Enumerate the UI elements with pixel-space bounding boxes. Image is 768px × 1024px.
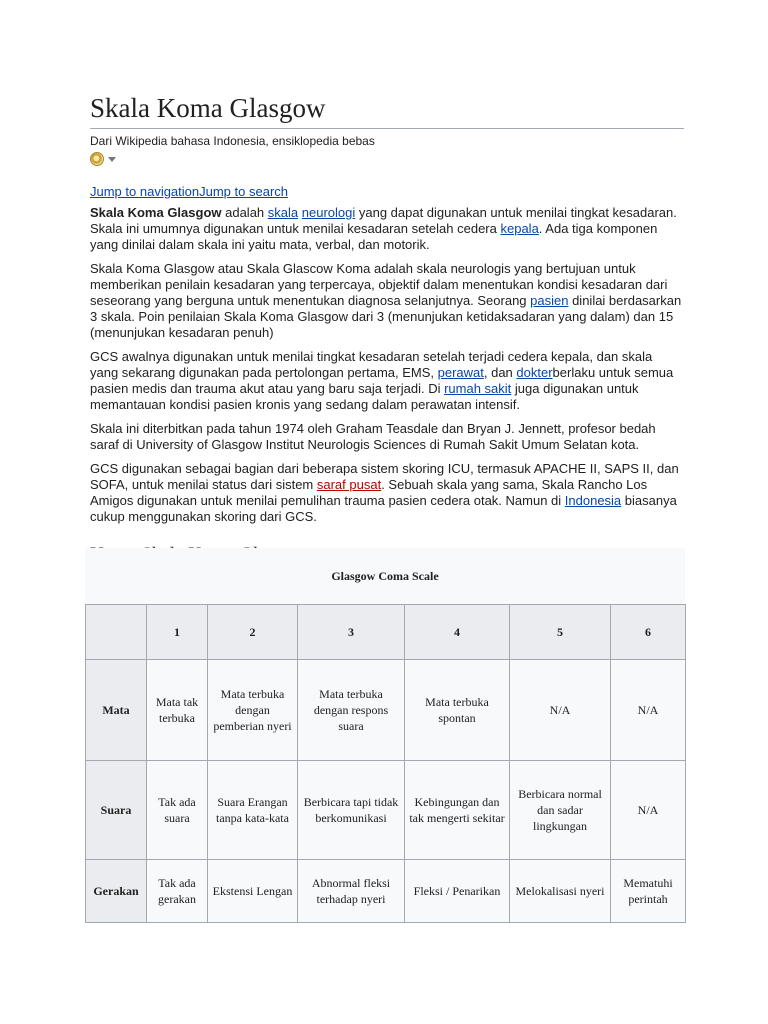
link-pasien[interactable]: pasien [530, 293, 569, 308]
table-cell: Melokalisasi nyeri [510, 860, 611, 923]
table-cell: Berbicara tapi tidak berkomunikasi [298, 761, 405, 860]
site-tagline: Dari Wikipedia bahasa Indonesia, ensiklopedia bebas [90, 134, 375, 148]
text: . Ada tiga komponen yang dinilai dalam skala ini yaitu mata, verbal, dan motorik. [90, 221, 658, 252]
score-header: 6 [611, 605, 686, 660]
table-header-row [86, 605, 686, 660]
text: GCS awalnya digunakan untuk menilai tingkat kesadaran setelah terjadi cedera kepala, dan skala yang sekarang digunakan pada pertolongan pertama, EMS, [90, 349, 653, 380]
paragraph-history [90, 421, 684, 453]
text: Skala Koma Glasgow atau Skala Glascow Koma adalah skala neurologis yang bertujuan untuk memberikan penilain kesadaran yang terpercaya, objektif dalam menentukan kondisi kesadaran dari seseorang yang berguna untuk menentukan diagnosa selanjutnya. Seorang [90, 261, 668, 308]
score-header: 5 [510, 605, 611, 660]
link-indonesia[interactable]: Indonesia [564, 493, 622, 508]
table-cell: Ekstensi Lengan [208, 860, 298, 923]
table-row [86, 860, 686, 923]
link-rumah-sakit[interactable]: rumah sakit [444, 381, 512, 396]
link-kepala[interactable]: kepala [500, 221, 539, 236]
table-cell: Berbicara normal dan sadar lingkungan [510, 761, 611, 860]
table-cell: Mematuhi perintah [611, 860, 686, 923]
paragraph-usage [90, 349, 684, 413]
table-row [86, 660, 686, 761]
jump-to-navigation-link[interactable]: Jump to navigation [90, 184, 200, 199]
score-header: 2 [208, 605, 298, 660]
text: biasanya cukup menggunakan skoring dari GCS. [90, 493, 677, 524]
text: dinilai berdasarkan 3 skala. Poin penilaian Skala Koma Glasgow dari 3 (menunjukan ketidaksadaran yang dalam) dan 15 (menunjukan kesadaran penuh) [90, 293, 682, 340]
table-cell: N/A [611, 761, 686, 860]
row-label: Suara [86, 761, 147, 860]
text: Skala ini diterbitkan pada tahun 1974 oleh Graham Teasdale dan Bryan J. Jennett, profesor bedah saraf di University of Glasgow Institut Neurologis Sciences di Rumah Sakit Umum Selatan kota. [90, 421, 656, 452]
row-label: Gerakan [86, 860, 147, 923]
text: yang dapat digunakan untuk menilai tingkat kesadaran. Skala ini umumnya digunakan untuk menilai kesadaran setelah cedera [90, 205, 677, 236]
page-title: Skala Koma Glasgow [90, 90, 684, 129]
term-bold: Skala Koma Glasgow [90, 205, 222, 220]
table-cell: Kebingungan dan tak mengerti sekitar [405, 761, 510, 860]
table-cell: Suara Erangan tanpa kata-kata [208, 761, 298, 860]
table-cell: N/A [510, 660, 611, 761]
text: . Sebuah skala yang sama, Skala Rancho Los Amigos digunakan untuk menilai pemulihan trauma pasien cedera otak. Namun di [90, 477, 648, 508]
score-header: 4 [405, 605, 510, 660]
language-selector[interactable] [90, 150, 684, 168]
table-cell: Fleksi / Penarikan [405, 860, 510, 923]
link-saraf-pusat[interactable]: saraf pusat [316, 477, 382, 492]
paragraph-intro [90, 205, 684, 253]
table-cell: N/A [611, 660, 686, 761]
link-dokter[interactable]: dokter [516, 365, 553, 380]
text: juga digunakan untuk memantauan kondisi pasien kronis yang sedang dalam perawatan intensif. [90, 381, 639, 412]
paragraph-scoring [90, 461, 684, 525]
row-label: Mata [86, 660, 147, 761]
table-cell: Tak ada gerakan [147, 860, 208, 923]
link-skala[interactable]: skala [267, 205, 299, 220]
table-cell: Mata terbuka spontan [405, 660, 510, 761]
featured-badge-icon[interactable] [90, 152, 104, 166]
jump-to-search-link[interactable]: Jump to search [199, 184, 288, 199]
gcs-table-container [85, 548, 685, 923]
table-cell: Abnormal fleksi terhadap nyeri [298, 860, 405, 923]
text: adalah [221, 205, 268, 220]
link-neurologi[interactable]: neurologi [301, 205, 356, 220]
jump-links [90, 184, 684, 199]
article [90, 90, 684, 569]
link-perawat[interactable]: perawat [437, 365, 484, 380]
text: GCS digunakan sebagai bagian dari beberapa sistem skoring ICU, termasuk APACHE II, SAPS II, dan SOFA, untuk menilai status dari sistem [90, 461, 679, 492]
text: berlaku untuk semua pasien medis dan trauma akut atau yang baru saja terjadi. Di [90, 365, 674, 396]
table-cell: Mata tak terbuka [147, 660, 208, 761]
gcs-table [85, 604, 686, 923]
text: , dan [483, 365, 517, 380]
table-caption: Glasgow Coma Scale [85, 548, 685, 604]
table-cell: Mata terbuka dengan pemberian nyeri [208, 660, 298, 761]
score-header: 1 [147, 605, 208, 660]
score-header: 3 [298, 605, 405, 660]
table-row [86, 761, 686, 860]
paragraph-definition [90, 261, 684, 341]
corner-cell [86, 605, 147, 660]
table-cell: Tak ada suara [147, 761, 208, 860]
table-cell: Mata terbuka dengan respons suara [298, 660, 405, 761]
chevron-down-icon[interactable] [108, 157, 116, 162]
